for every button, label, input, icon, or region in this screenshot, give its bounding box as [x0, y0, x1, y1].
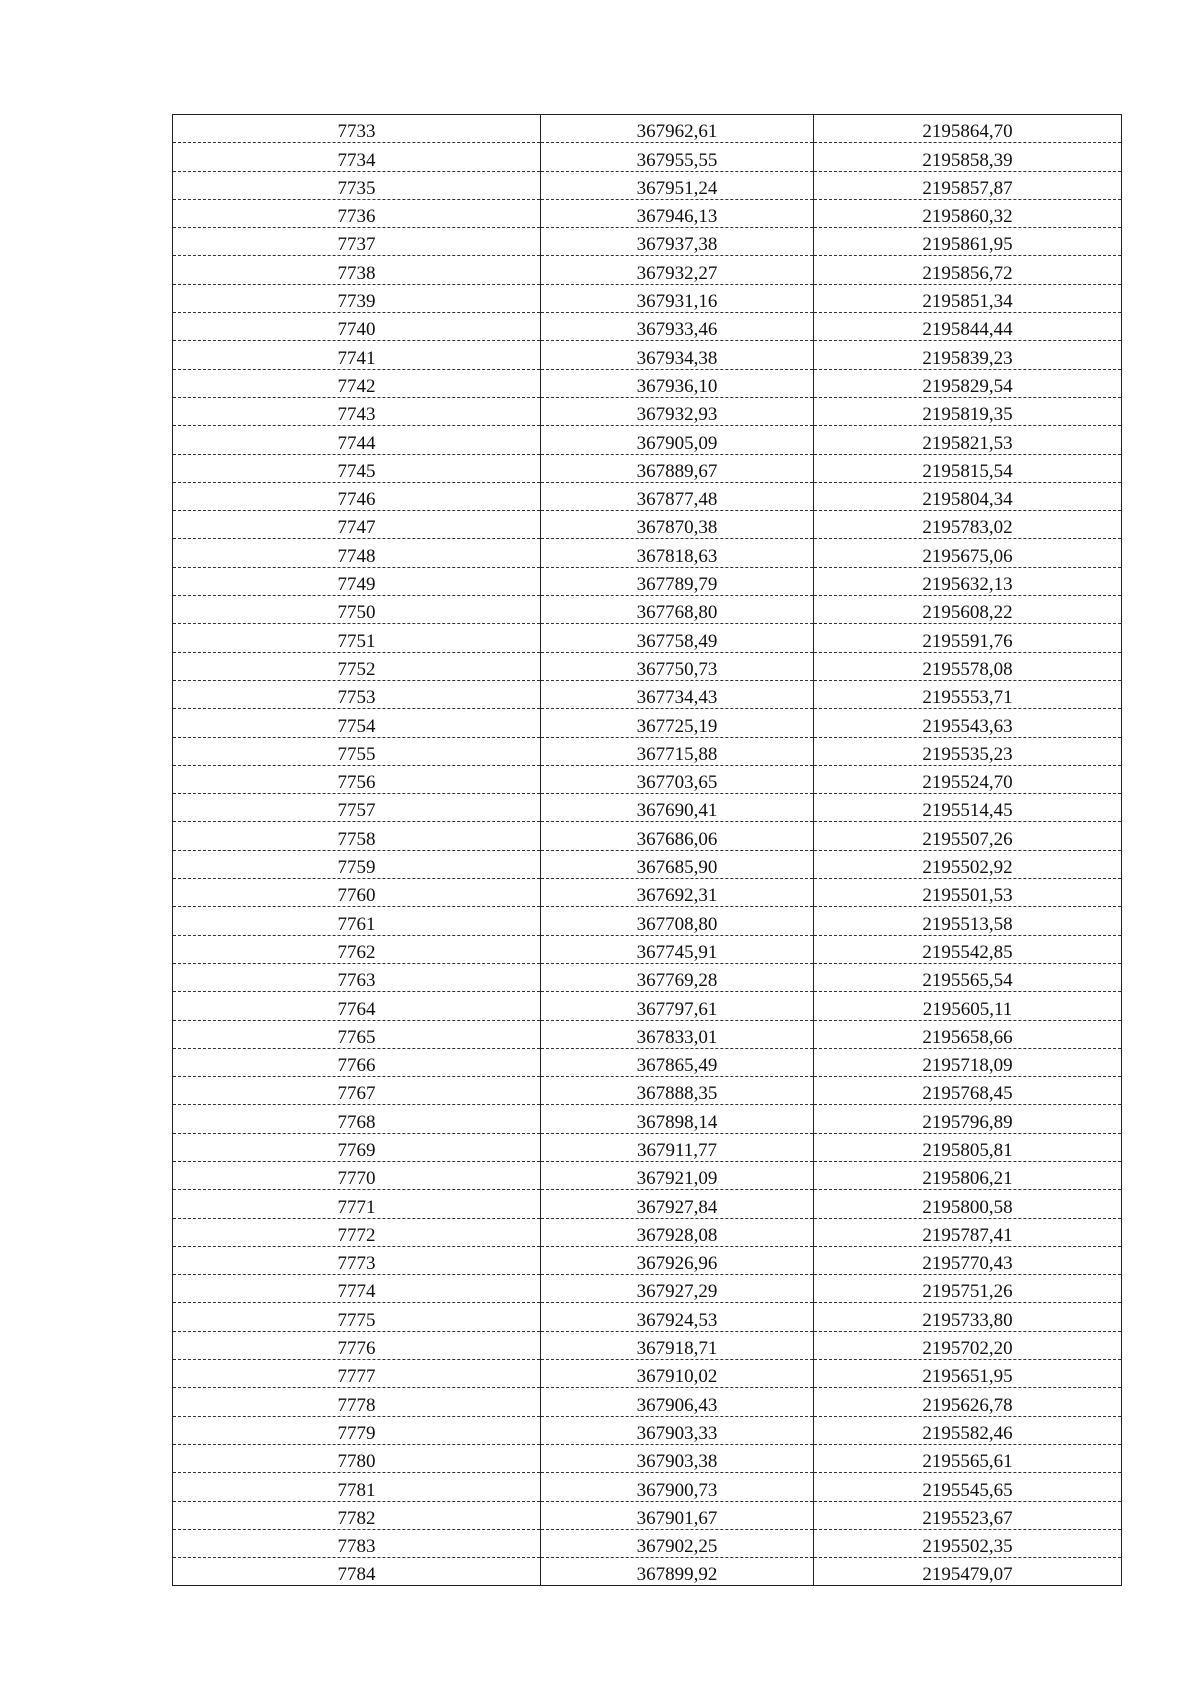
x-coordinate-cell: 367703,65: [541, 765, 814, 793]
x-coordinate-cell: 367901,67: [541, 1501, 814, 1529]
y-coordinate-cell: 2195864,70: [814, 115, 1122, 143]
table-row: [173, 680, 1122, 708]
table-row: [173, 1105, 1122, 1133]
point-number-cell: 7782: [173, 1501, 541, 1529]
table-row: [173, 1190, 1122, 1218]
point-number-cell: 7767: [173, 1077, 541, 1105]
table-row: [173, 397, 1122, 425]
x-coordinate-cell: 367708,80: [541, 907, 814, 935]
y-coordinate-cell: 2195535,23: [814, 737, 1122, 765]
point-number-cell: 7755: [173, 737, 541, 765]
x-coordinate-cell: 367690,41: [541, 794, 814, 822]
table-row: [173, 313, 1122, 341]
x-coordinate-cell: 367888,35: [541, 1077, 814, 1105]
y-coordinate-cell: 2195844,44: [814, 313, 1122, 341]
point-number-cell: 7734: [173, 143, 541, 171]
x-coordinate-cell: 367900,73: [541, 1473, 814, 1501]
x-coordinate-cell: 367902,25: [541, 1529, 814, 1557]
point-number-cell: 7761: [173, 907, 541, 935]
y-coordinate-cell: 2195856,72: [814, 256, 1122, 284]
point-number-cell: 7775: [173, 1303, 541, 1331]
table-row: [173, 907, 1122, 935]
y-coordinate-cell: 2195787,41: [814, 1218, 1122, 1246]
table-row: [173, 1558, 1122, 1586]
y-coordinate-cell: 2195632,13: [814, 567, 1122, 595]
point-number-cell: 7743: [173, 397, 541, 425]
y-coordinate-cell: 2195851,34: [814, 284, 1122, 312]
x-coordinate-cell: 367936,10: [541, 369, 814, 397]
y-coordinate-cell: 2195733,80: [814, 1303, 1122, 1331]
table-row: [173, 1020, 1122, 1048]
point-number-cell: 7758: [173, 822, 541, 850]
x-coordinate-cell: 367903,33: [541, 1416, 814, 1444]
x-coordinate-cell: 367769,28: [541, 963, 814, 991]
point-number-cell: 7744: [173, 426, 541, 454]
point-number-cell: 7733: [173, 115, 541, 143]
point-number-cell: 7776: [173, 1331, 541, 1359]
table-row: [173, 850, 1122, 878]
x-coordinate-cell: 367818,63: [541, 539, 814, 567]
x-coordinate-cell: 367933,46: [541, 313, 814, 341]
y-coordinate-cell: 2195524,70: [814, 765, 1122, 793]
table-row: [173, 1246, 1122, 1274]
y-coordinate-cell: 2195800,58: [814, 1190, 1122, 1218]
y-coordinate-cell: 2195565,61: [814, 1444, 1122, 1472]
point-number-cell: 7762: [173, 935, 541, 963]
point-number-cell: 7752: [173, 652, 541, 680]
y-coordinate-cell: 2195543,63: [814, 709, 1122, 737]
point-number-cell: 7756: [173, 765, 541, 793]
point-number-cell: 7771: [173, 1190, 541, 1218]
y-coordinate-cell: 2195675,06: [814, 539, 1122, 567]
table-row: [173, 284, 1122, 312]
point-number-cell: 7737: [173, 228, 541, 256]
x-coordinate-cell: 367870,38: [541, 511, 814, 539]
point-number-cell: 7765: [173, 1020, 541, 1048]
y-coordinate-cell: 2195821,53: [814, 426, 1122, 454]
point-number-cell: 7772: [173, 1218, 541, 1246]
point-number-cell: 7784: [173, 1558, 541, 1586]
y-coordinate-cell: 2195545,65: [814, 1473, 1122, 1501]
table-row: [173, 1133, 1122, 1161]
x-coordinate-cell: 367951,24: [541, 171, 814, 199]
point-number-cell: 7740: [173, 313, 541, 341]
x-coordinate-cell: 367934,38: [541, 341, 814, 369]
x-coordinate-cell: 367910,02: [541, 1360, 814, 1388]
table-row: [173, 567, 1122, 595]
point-number-cell: 7748: [173, 539, 541, 567]
x-coordinate-cell: 367918,71: [541, 1331, 814, 1359]
point-number-cell: 7764: [173, 992, 541, 1020]
y-coordinate-cell: 2195523,67: [814, 1501, 1122, 1529]
table-row: [173, 1473, 1122, 1501]
x-coordinate-cell: 367927,84: [541, 1190, 814, 1218]
y-coordinate-cell: 2195861,95: [814, 228, 1122, 256]
table-row: [173, 1388, 1122, 1416]
y-coordinate-cell: 2195839,23: [814, 341, 1122, 369]
table-row: [173, 369, 1122, 397]
point-number-cell: 7757: [173, 794, 541, 822]
point-number-cell: 7779: [173, 1416, 541, 1444]
table-row: [173, 624, 1122, 652]
x-coordinate-cell: 367903,38: [541, 1444, 814, 1472]
y-coordinate-cell: 2195702,20: [814, 1331, 1122, 1359]
point-number-cell: 7777: [173, 1360, 541, 1388]
table-row: [173, 539, 1122, 567]
x-coordinate-cell: 367898,14: [541, 1105, 814, 1133]
point-number-cell: 7745: [173, 454, 541, 482]
table-row: [173, 822, 1122, 850]
y-coordinate-cell: 2195565,54: [814, 963, 1122, 991]
table-row: [173, 171, 1122, 199]
x-coordinate-cell: 367686,06: [541, 822, 814, 850]
table-row: [173, 794, 1122, 822]
y-coordinate-cell: 2195502,92: [814, 850, 1122, 878]
point-number-cell: 7774: [173, 1275, 541, 1303]
x-coordinate-cell: 367905,09: [541, 426, 814, 454]
point-number-cell: 7739: [173, 284, 541, 312]
x-coordinate-cell: 367797,61: [541, 992, 814, 1020]
x-coordinate-cell: 367937,38: [541, 228, 814, 256]
y-coordinate-cell: 2195582,46: [814, 1416, 1122, 1444]
y-coordinate-cell: 2195513,58: [814, 907, 1122, 935]
table-row: [173, 143, 1122, 171]
y-coordinate-cell: 2195578,08: [814, 652, 1122, 680]
point-number-cell: 7769: [173, 1133, 541, 1161]
table-row: [173, 596, 1122, 624]
x-coordinate-cell: 367692,31: [541, 879, 814, 907]
table-row: [173, 935, 1122, 963]
y-coordinate-cell: 2195553,71: [814, 680, 1122, 708]
point-number-cell: 7768: [173, 1105, 541, 1133]
y-coordinate-cell: 2195514,45: [814, 794, 1122, 822]
point-number-cell: 7746: [173, 482, 541, 510]
point-number-cell: 7783: [173, 1529, 541, 1557]
x-coordinate-cell: 367745,91: [541, 935, 814, 963]
point-number-cell: 7751: [173, 624, 541, 652]
table-row: [173, 737, 1122, 765]
point-number-cell: 7781: [173, 1473, 541, 1501]
x-coordinate-cell: 367955,55: [541, 143, 814, 171]
y-coordinate-cell: 2195804,34: [814, 482, 1122, 510]
x-coordinate-cell: 367911,77: [541, 1133, 814, 1161]
x-coordinate-cell: 367758,49: [541, 624, 814, 652]
table-row: [173, 341, 1122, 369]
y-coordinate-cell: 2195770,43: [814, 1246, 1122, 1274]
x-coordinate-cell: 367931,16: [541, 284, 814, 312]
table-row: [173, 1416, 1122, 1444]
table-row: [173, 709, 1122, 737]
x-coordinate-cell: 367833,01: [541, 1020, 814, 1048]
x-coordinate-cell: 367927,29: [541, 1275, 814, 1303]
y-coordinate-cell: 2195796,89: [814, 1105, 1122, 1133]
point-number-cell: 7738: [173, 256, 541, 284]
x-coordinate-cell: 367926,96: [541, 1246, 814, 1274]
point-number-cell: 7780: [173, 1444, 541, 1472]
x-coordinate-cell: 367946,13: [541, 199, 814, 227]
coordinates-table-body: [173, 115, 1122, 1586]
table-row: [173, 1218, 1122, 1246]
table-row: [173, 115, 1122, 143]
x-coordinate-cell: 367685,90: [541, 850, 814, 878]
table-row: [173, 1360, 1122, 1388]
point-number-cell: 7766: [173, 1048, 541, 1076]
table-row: [173, 992, 1122, 1020]
coordinates-table: [172, 114, 1122, 1586]
x-coordinate-cell: 367932,93: [541, 397, 814, 425]
x-coordinate-cell: 367932,27: [541, 256, 814, 284]
point-number-cell: 7760: [173, 879, 541, 907]
table-row: [173, 652, 1122, 680]
table-row: [173, 256, 1122, 284]
y-coordinate-cell: 2195857,87: [814, 171, 1122, 199]
point-number-cell: 7759: [173, 850, 541, 878]
x-coordinate-cell: 367877,48: [541, 482, 814, 510]
y-coordinate-cell: 2195502,35: [814, 1529, 1122, 1557]
y-coordinate-cell: 2195829,54: [814, 369, 1122, 397]
x-coordinate-cell: 367899,92: [541, 1558, 814, 1586]
y-coordinate-cell: 2195819,35: [814, 397, 1122, 425]
table-row: [173, 963, 1122, 991]
table-row: [173, 1501, 1122, 1529]
y-coordinate-cell: 2195768,45: [814, 1077, 1122, 1105]
table-row: [173, 1303, 1122, 1331]
x-coordinate-cell: 367789,79: [541, 567, 814, 595]
x-coordinate-cell: 367921,09: [541, 1161, 814, 1189]
y-coordinate-cell: 2195783,02: [814, 511, 1122, 539]
table-row: [173, 1331, 1122, 1359]
point-number-cell: 7749: [173, 567, 541, 595]
point-number-cell: 7736: [173, 199, 541, 227]
table-row: [173, 199, 1122, 227]
y-coordinate-cell: 2195658,66: [814, 1020, 1122, 1048]
table-row: [173, 482, 1122, 510]
x-coordinate-cell: 367865,49: [541, 1048, 814, 1076]
table-row: [173, 454, 1122, 482]
table-row: [173, 511, 1122, 539]
y-coordinate-cell: 2195815,54: [814, 454, 1122, 482]
x-coordinate-cell: 367924,53: [541, 1303, 814, 1331]
table-row: [173, 1444, 1122, 1472]
table-row: [173, 426, 1122, 454]
point-number-cell: 7747: [173, 511, 541, 539]
x-coordinate-cell: 367906,43: [541, 1388, 814, 1416]
y-coordinate-cell: 2195591,76: [814, 624, 1122, 652]
x-coordinate-cell: 367889,67: [541, 454, 814, 482]
y-coordinate-cell: 2195605,11: [814, 992, 1122, 1020]
point-number-cell: 7742: [173, 369, 541, 397]
point-number-cell: 7763: [173, 963, 541, 991]
x-coordinate-cell: 367768,80: [541, 596, 814, 624]
y-coordinate-cell: 2195806,21: [814, 1161, 1122, 1189]
y-coordinate-cell: 2195751,26: [814, 1275, 1122, 1303]
x-coordinate-cell: 367962,61: [541, 115, 814, 143]
y-coordinate-cell: 2195626,78: [814, 1388, 1122, 1416]
y-coordinate-cell: 2195479,07: [814, 1558, 1122, 1586]
y-coordinate-cell: 2195608,22: [814, 596, 1122, 624]
table-row: [173, 228, 1122, 256]
table-row: [173, 1077, 1122, 1105]
y-coordinate-cell: 2195507,26: [814, 822, 1122, 850]
y-coordinate-cell: 2195718,09: [814, 1048, 1122, 1076]
point-number-cell: 7770: [173, 1161, 541, 1189]
table-row: [173, 1529, 1122, 1557]
point-number-cell: 7773: [173, 1246, 541, 1274]
table-row: [173, 1048, 1122, 1076]
point-number-cell: 7753: [173, 680, 541, 708]
x-coordinate-cell: 367750,73: [541, 652, 814, 680]
table-row: [173, 1161, 1122, 1189]
point-number-cell: 7754: [173, 709, 541, 737]
y-coordinate-cell: 2195860,32: [814, 199, 1122, 227]
table-row: [173, 765, 1122, 793]
table-row: [173, 879, 1122, 907]
table-row: [173, 1275, 1122, 1303]
point-number-cell: 7735: [173, 171, 541, 199]
point-number-cell: 7750: [173, 596, 541, 624]
x-coordinate-cell: 367715,88: [541, 737, 814, 765]
y-coordinate-cell: 2195542,85: [814, 935, 1122, 963]
y-coordinate-cell: 2195858,39: [814, 143, 1122, 171]
x-coordinate-cell: 367734,43: [541, 680, 814, 708]
y-coordinate-cell: 2195651,95: [814, 1360, 1122, 1388]
x-coordinate-cell: 367725,19: [541, 709, 814, 737]
point-number-cell: 7741: [173, 341, 541, 369]
y-coordinate-cell: 2195805,81: [814, 1133, 1122, 1161]
x-coordinate-cell: 367928,08: [541, 1218, 814, 1246]
point-number-cell: 7778: [173, 1388, 541, 1416]
y-coordinate-cell: 2195501,53: [814, 879, 1122, 907]
